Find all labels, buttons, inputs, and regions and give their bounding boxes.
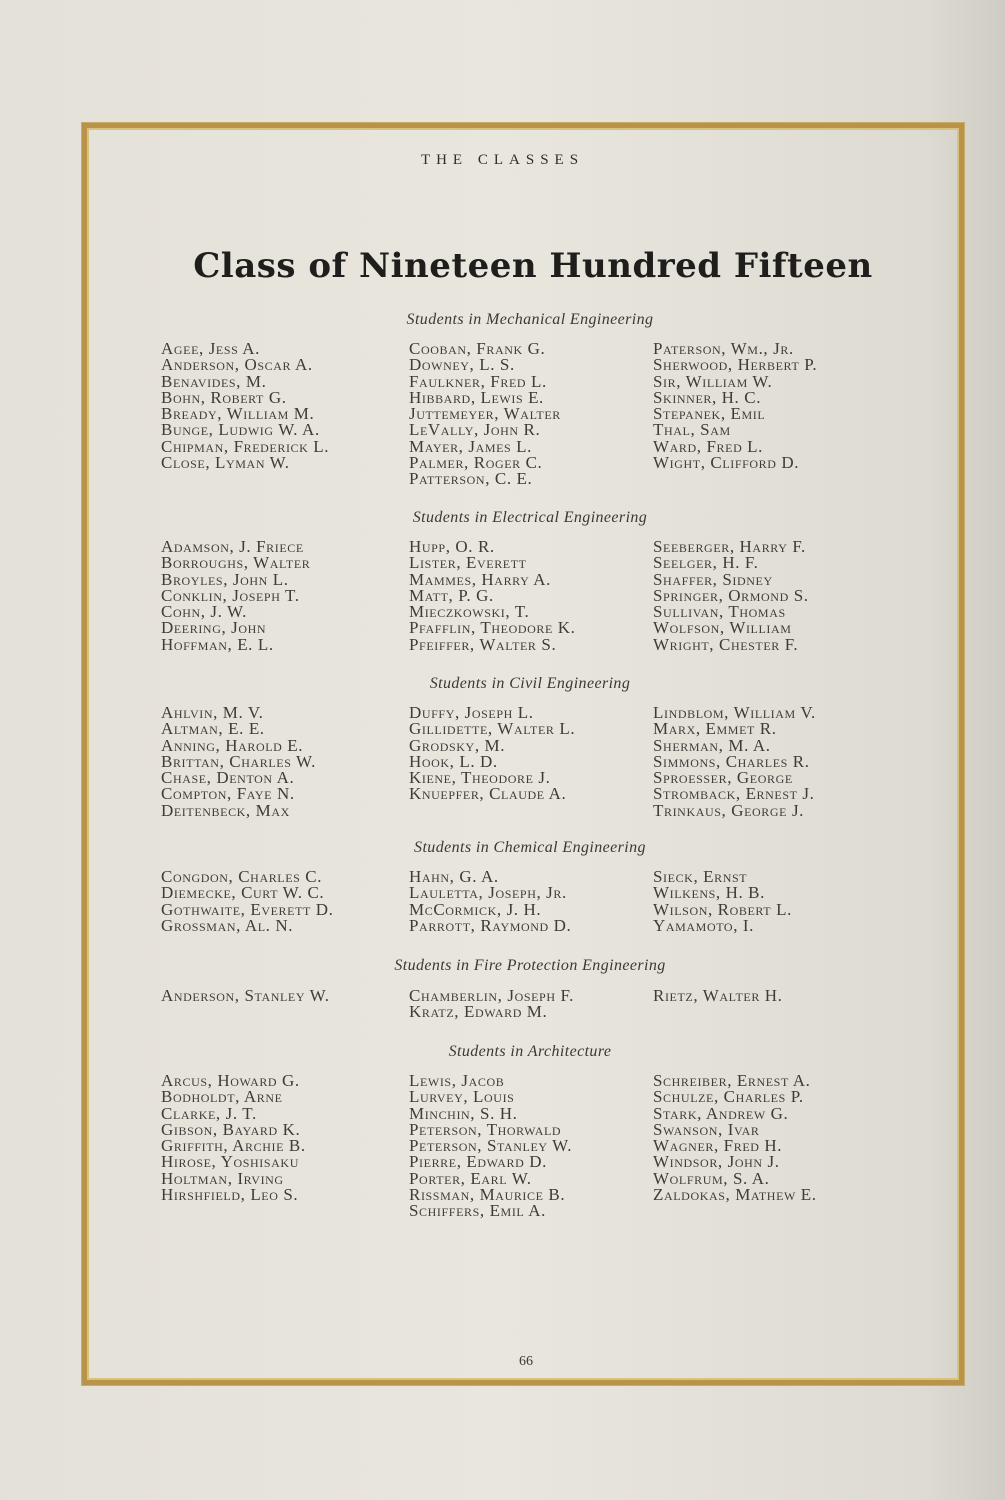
student-name: Patterson, C. E. xyxy=(409,469,533,489)
mechanical-column-3 xyxy=(653,341,817,471)
student-name: Bohn, Robert G. xyxy=(161,387,287,407)
student-name: Schiffers, Emil A. xyxy=(409,1201,546,1221)
student-name: Simmons, Charles R. xyxy=(653,751,810,771)
student-name: Deitenbeck, Max xyxy=(161,800,290,820)
student-name: Hirose, Yoshisaku xyxy=(161,1152,299,1172)
student-name: Gothwaite, Everett D. xyxy=(161,899,334,919)
student-name: Anderson, Oscar A. xyxy=(161,355,313,375)
student-name: Schulze, Charles P. xyxy=(653,1087,804,1107)
student-name: Chipman, Frederick L. xyxy=(161,436,330,456)
civil-column-3 xyxy=(653,705,816,819)
student-name: Sherman, M. A. xyxy=(653,735,771,755)
student-name: Chase, Denton A. xyxy=(161,768,295,788)
student-name: Wilkens, H. B. xyxy=(653,883,765,903)
student-name: Seelger, H. F. xyxy=(653,553,759,573)
chemical-column-3 xyxy=(653,869,792,934)
student-name: Rietz, Walter H. xyxy=(653,986,783,1005)
student-name: Palmer, Roger C. xyxy=(409,453,543,473)
section-heading-mechanical: Students in Mechanical Engineering xyxy=(406,311,654,328)
page-title: Class of Nineteen Hundred Fifteen xyxy=(193,246,873,286)
student-name: Porter, Earl W. xyxy=(409,1168,532,1188)
chemical-column-2 xyxy=(409,869,571,934)
student-name: Wolfson, William xyxy=(653,618,792,638)
student-name: Hook, L. D. xyxy=(409,751,498,771)
student-name: Chamberlin, Joseph F. xyxy=(409,986,574,1005)
student-name: Kratz, Edward M. xyxy=(409,1002,548,1022)
student-name: Deering, John xyxy=(161,618,267,638)
student-name: LeVally, John R. xyxy=(409,420,541,440)
student-name: Trinkaus, George J. xyxy=(653,800,805,820)
student-name: Altman, E. E. xyxy=(161,719,265,739)
student-name: Lindblom, William V. xyxy=(653,703,816,722)
student-name: Stromback, Ernest J. xyxy=(653,784,815,804)
student-name: Shaffer, Sidney xyxy=(653,569,773,589)
student-name: McCormick, J. H. xyxy=(409,899,542,919)
student-name: Faulkner, Fred L. xyxy=(409,371,547,391)
student-name: Duffy, Joseph L. xyxy=(409,703,534,722)
student-name: Gillidette, Walter L. xyxy=(409,719,576,739)
student-name: Bready, William M. xyxy=(161,404,315,424)
student-name: Skinner, H. C. xyxy=(653,387,762,407)
student-name: Hahn, G. A. xyxy=(409,867,499,886)
student-name: Mammes, Harry A. xyxy=(409,569,552,589)
student-name: Pierre, Edward D. xyxy=(409,1152,547,1172)
student-name: Minchin, S. H. xyxy=(409,1103,518,1123)
student-name: Mayer, James L. xyxy=(409,436,533,456)
mechanical-column-2 xyxy=(409,341,561,488)
mechanical-column-1 xyxy=(161,341,329,471)
student-name: Pfafflin, Theodore K. xyxy=(409,618,576,638)
student-name: Ward, Fred L. xyxy=(653,436,764,456)
student-name: Close, Lyman W. xyxy=(161,453,290,473)
student-name: Sproesser, George xyxy=(653,768,793,788)
student-name: Broyles, John L. xyxy=(161,569,289,589)
student-name: Paterson, Wm., Jr. xyxy=(653,339,794,358)
student-name: Sherwood, Herbert P. xyxy=(653,355,818,375)
fire-protection-column-1 xyxy=(161,988,330,1004)
student-name: Rissman, Maurice B. xyxy=(409,1185,566,1205)
student-name: Gibson, Bayard K. xyxy=(161,1119,301,1139)
student-name: Hupp, O. R. xyxy=(409,537,495,556)
student-name: Benavides, M. xyxy=(161,371,267,391)
section-heading-architecture: Students in Architecture xyxy=(448,1043,612,1060)
fire-protection-column-2 xyxy=(409,988,574,1021)
student-name: Schreiber, Ernest A. xyxy=(653,1071,811,1090)
student-name: Knuepfer, Claude A. xyxy=(409,784,567,804)
student-name: Thal, Sam xyxy=(653,420,731,440)
student-name: Compton, Faye N. xyxy=(161,784,295,804)
electrical-column-3 xyxy=(653,539,809,653)
student-name: Sullivan, Thomas xyxy=(653,602,786,622)
student-name: Matt, P. G. xyxy=(409,585,494,605)
student-name: Marx, Emmet R. xyxy=(653,719,777,739)
student-name: Congdon, Charles C. xyxy=(161,867,323,886)
section-heading-civil: Students in Civil Engineering xyxy=(429,675,631,692)
student-name: Bunge, Ludwig W. A. xyxy=(161,420,320,440)
electrical-column-1 xyxy=(161,539,310,653)
student-name: Lurvey, Louis xyxy=(409,1087,515,1107)
student-name: Griffith, Archie B. xyxy=(161,1136,306,1156)
student-name: Zaldokas, Mathew E. xyxy=(653,1185,817,1205)
student-name: Cooban, Frank G. xyxy=(409,339,546,358)
student-name: Yamamoto, I. xyxy=(653,915,755,935)
student-name: Agee, Jess A. xyxy=(161,339,261,358)
student-name: Peterson, Thorwald xyxy=(409,1119,562,1139)
student-name: Bodholdt, Arne xyxy=(161,1087,283,1107)
student-name: Swanson, Ivar xyxy=(653,1119,760,1139)
architecture-column-1 xyxy=(161,1073,306,1203)
student-name: Wight, Clifford D. xyxy=(653,453,800,473)
student-name: Sir, William W. xyxy=(653,371,773,391)
student-name: Brittan, Charles W. xyxy=(161,751,316,771)
student-name: Grodsky, M. xyxy=(409,735,506,755)
student-name: Diemecke, Curt W. C. xyxy=(161,883,325,903)
section-heading-fire-protection: Students in Fire Protection Engineering xyxy=(394,957,666,974)
student-name: Lauletta, Joseph, Jr. xyxy=(409,883,567,903)
architecture-column-2 xyxy=(409,1073,572,1220)
student-name: Borroughs, Walter xyxy=(161,553,311,573)
architecture-column-3 xyxy=(653,1073,817,1203)
student-name: Hibbard, Lewis E. xyxy=(409,387,544,407)
student-name: Downey, L. S. xyxy=(409,355,515,375)
student-name: Arcus, Howard G. xyxy=(161,1071,300,1090)
student-name: Sieck, Ernst xyxy=(653,867,748,886)
chemical-column-1 xyxy=(161,869,334,934)
student-name: Parrott, Raymond D. xyxy=(409,915,572,935)
student-name: Mieczkowski, T. xyxy=(409,602,530,622)
civil-column-2 xyxy=(409,705,575,803)
student-name: Anderson, Stanley W. xyxy=(161,986,330,1005)
student-name: Wagner, Fred H. xyxy=(653,1136,783,1156)
fire-protection-column-3 xyxy=(653,988,783,1004)
student-name: Hirshfield, Leo S. xyxy=(161,1185,299,1205)
page-number: 66 xyxy=(519,1354,533,1369)
student-name: Seeberger, Harry F. xyxy=(653,537,806,556)
student-name: Peterson, Stanley W. xyxy=(409,1136,573,1156)
student-name: Kiene, Theodore J. xyxy=(409,768,551,788)
student-name: Grossman, Al. N. xyxy=(161,915,294,935)
electrical-column-2 xyxy=(409,539,576,653)
student-name: Hoffman, E. L. xyxy=(161,634,274,654)
student-name: Clarke, J. T. xyxy=(161,1103,257,1123)
section-heading-electrical: Students in Electrical Engineering xyxy=(412,509,648,526)
student-name: Windsor, John J. xyxy=(653,1152,780,1172)
student-name: Cohn, J. W. xyxy=(161,602,247,622)
student-name: Wolfrum, S. A. xyxy=(653,1168,770,1188)
student-name: Stepanek, Emil xyxy=(653,404,766,424)
civil-column-1 xyxy=(161,705,316,819)
student-name: Wright, Chester F. xyxy=(653,634,799,654)
section-heading-chemical: Students in Chemical Engineering xyxy=(414,839,646,856)
student-name: Juttemeyer, Walter xyxy=(409,404,561,424)
student-name: Lister, Everett xyxy=(409,553,527,573)
student-name: Holtman, Irving xyxy=(161,1168,284,1188)
student-name: Anning, Harold E. xyxy=(161,735,304,755)
student-name: Springer, Ormond S. xyxy=(653,585,809,605)
student-name: Conklin, Joseph T. xyxy=(161,585,300,605)
student-name: Stark, Andrew G. xyxy=(653,1103,789,1123)
student-name: Ahlvin, M. V. xyxy=(161,703,264,722)
student-name: Pfeiffer, Walter S. xyxy=(409,634,557,654)
student-name: Adamson, J. Friece xyxy=(161,537,304,556)
running-head: THE CLASSES xyxy=(420,152,585,168)
student-name: Lewis, Jacob xyxy=(409,1071,505,1090)
student-name: Wilson, Robert L. xyxy=(653,899,792,919)
